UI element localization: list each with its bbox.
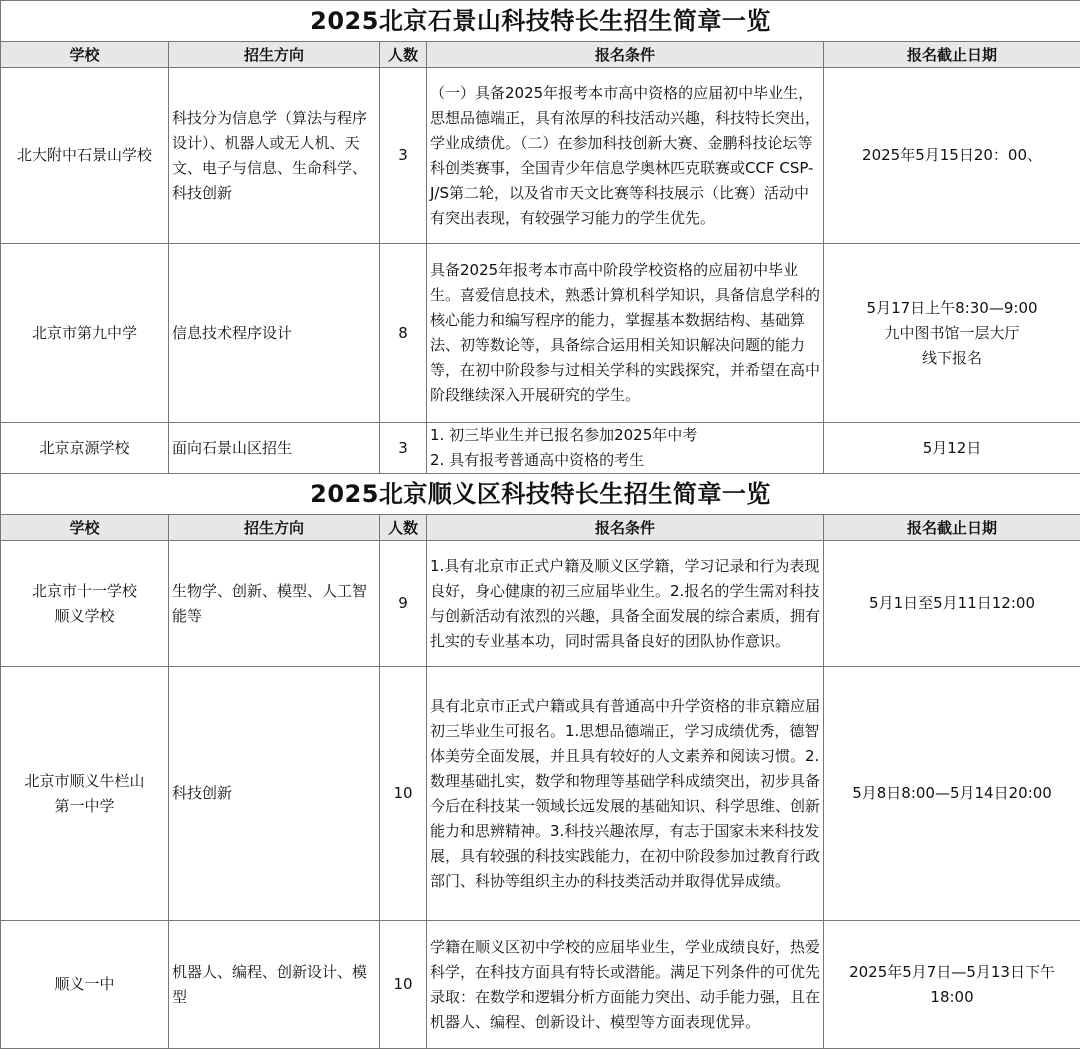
count-cell: 3	[380, 423, 427, 474]
header-conditions: 报名条件	[427, 42, 824, 68]
section-title-row	[1, 1, 1080, 42]
header-count: 人数	[380, 42, 427, 68]
table-row	[1, 68, 1080, 244]
conditions-cell: 具有北京市正式户籍或具有普通高中升学资格的非京籍应届初三毕业生可报名。1.思想品德端正，学习成绩优秀，德智体美劳全面发展，并且具有较好的人文素养和阅读习惯。2.数理基础扎实，数学和物理等基础学科成绩突出，初步具备今后在科技某一领域长远发展的基础知识、科学思维、创新能力和思辨精神。3.科技兴趣浓厚，有志于国家未来科技发展，具有较强的科技实践能力，在初中阶段参加过教育行政部门、科协等组织主办的科技类活动并取得优异成绩。	[427, 667, 824, 921]
conditions-cell: （一）具备2025年报考本市高中资格的应届初中毕业生，思想品德端正，具有浓厚的科技活动兴趣，科技特长突出，学业成绩优。（二）在参加科技创新大赛、金鹏科技论坛等科创类赛事，全国青少年信息学奥林匹克联赛或CCF CSP-J/S第二轮，以及省市天文比赛等科技展示（比赛）活动中有突出表现，有较强学习能力的学生优先。	[427, 68, 824, 244]
header-school: 学校	[1, 515, 169, 541]
table-row	[1, 423, 1080, 474]
school-cell: 北大附中石景山学校	[1, 68, 169, 244]
header-direction: 招生方向	[169, 42, 380, 68]
deadline-cell: 5月1日至5月11日12:00	[824, 541, 1080, 667]
count-cell: 9	[380, 541, 427, 667]
header-deadline: 报名截止日期	[824, 515, 1080, 541]
header-school: 学校	[1, 42, 169, 68]
direction-cell: 信息技术程序设计	[169, 244, 380, 423]
header-direction: 招生方向	[169, 515, 380, 541]
header-row	[1, 515, 1080, 541]
section-title-row	[1, 474, 1080, 515]
header-count: 人数	[380, 515, 427, 541]
school-cell: 顺义一中	[1, 921, 169, 1049]
header-row	[1, 42, 1080, 68]
direction-cell: 科技创新	[169, 667, 380, 921]
conditions-cell: 学籍在顺义区初中学校的应届毕业生，学业成绩良好，热爱科学，在科技方面具有特长或潜能。满足下列条件的可优先录取：在数学和逻辑分析方面能力突出、动手能力强，且在机器人、编程、创新设计、模型等方面表现优异。	[427, 921, 824, 1049]
direction-cell: 生物学、创新、模型、人工智能等	[169, 541, 380, 667]
count-cell: 10	[380, 921, 427, 1049]
deadline-cell: 5月17日上午8:30—9:00 九中图书馆一层大厅 线下报名	[824, 244, 1080, 423]
school-cell: 北京市第九中学	[1, 244, 169, 423]
school-cell: 北京市顺义牛栏山 第一中学	[1, 667, 169, 921]
deadline-cell: 5月8日8:00—5月14日20:00	[824, 667, 1080, 921]
count-cell: 10	[380, 667, 427, 921]
school-cell: 北京京源学校	[1, 423, 169, 474]
header-conditions: 报名条件	[427, 515, 824, 541]
conditions-cell: 具备2025年报考本市高中阶段学校资格的应届初中毕业生。喜爱信息技术，熟悉计算机科学知识，具备信息学科的核心能力和编写程序的能力，掌握基本数据结构、基础算法、初等数论等，具备综合运用相关知识解决问题的能力等，在初中阶段参与过相关学科的实践探究，并希望在高中阶段继续深入开展研究的学生。	[427, 244, 824, 423]
conditions-cell: 1.具有北京市正式户籍及顺义区学籍，学习记录和行为表现良好，身心健康的初三应届毕业生。2.报名的学生需对科技与创新活动有浓烈的兴趣，具备全面发展的综合素质，拥有扎实的专业基本功，同时需具备良好的团队协作意识。	[427, 541, 824, 667]
table-row	[1, 541, 1080, 667]
table-row	[1, 921, 1080, 1049]
deadline-cell: 5月12日	[824, 423, 1080, 474]
table-row	[1, 244, 1080, 423]
deadline-cell: 2025年5月7日—5月13日下午 18:00	[824, 921, 1080, 1049]
conditions-cell: 1. 初三毕业生并已报名参加2025年中考 2. 具有报考普通高中资格的考生	[427, 423, 824, 474]
table-row	[1, 667, 1080, 921]
count-cell: 3	[380, 68, 427, 244]
direction-cell: 面向石景山区招生	[169, 423, 380, 474]
count-cell: 8	[380, 244, 427, 423]
deadline-cell: 2025年5月15日20：00、	[824, 68, 1080, 244]
school-cell: 北京市十一学校 顺义学校	[1, 541, 169, 667]
section-title: 2025北京石景山科技特长生招生简章一览	[1, 1, 1080, 42]
header-deadline: 报名截止日期	[824, 42, 1080, 68]
direction-cell: 机器人、编程、创新设计、模型	[169, 921, 380, 1049]
direction-cell: 科技分为信息学（算法与程序设计）、机器人或无人机、天文、电子与信息、生命科学、科技创新	[169, 68, 380, 244]
section-title: 2025北京顺义区科技特长生招生简章一览	[1, 474, 1080, 515]
